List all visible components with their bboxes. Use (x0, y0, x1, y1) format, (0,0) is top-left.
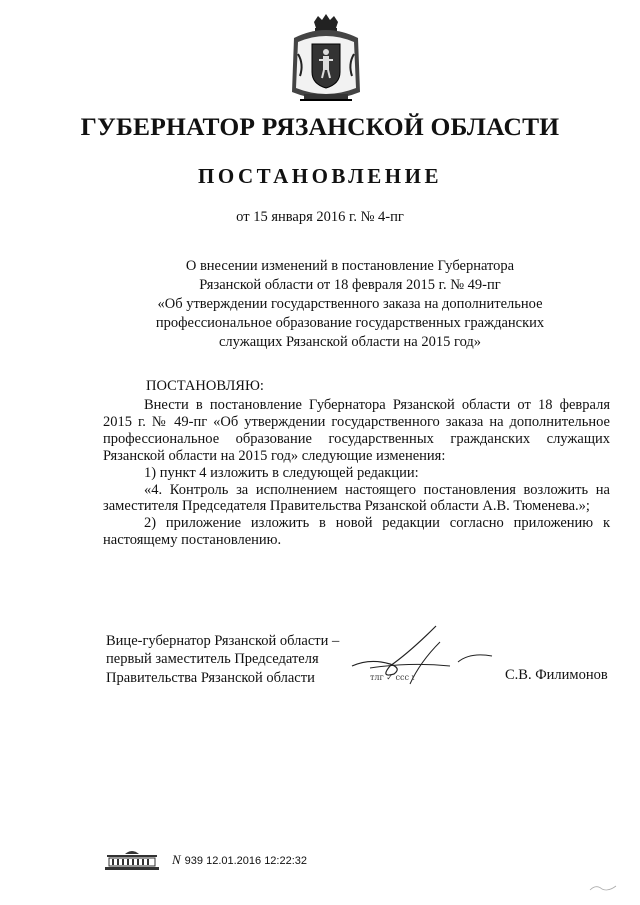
item-1: 1) пункт 4 изложить в следующей редакции: (144, 464, 419, 481)
subject-line: «Об утверждении государственного заказа на дополнительное (157, 296, 543, 312)
coat-of-arms-icon (286, 14, 366, 106)
subject-line: профессиональное образование государственных гражданских (155, 315, 545, 331)
svg-text:тлг ✓ ссс ι: тлг ✓ ссс ι (370, 673, 415, 682)
document-body (103, 397, 610, 549)
subject-line: Рязанской области от 18 февраля 2015 г. № 49-пг (199, 277, 501, 293)
position-line: первый заместитель Председателя (106, 651, 319, 668)
document-subject (120, 257, 580, 352)
handwritten-signature (350, 622, 500, 692)
authority-title: ГУБЕРНАТОР РЯЗАНСКОЙ ОБЛАСТИ (80, 112, 560, 141)
signatory-position (106, 632, 339, 687)
building-stamp-icon (103, 848, 161, 872)
document-date-number: от 15 января 2016 г. № 4-пг (236, 209, 404, 225)
registration-text: 939 12.01.2016 12:22:32 (184, 855, 308, 867)
reg-symbol: N (172, 852, 181, 867)
document-type: ПОСТАНОВЛЕНИЕ (198, 164, 442, 188)
decree-word: ПОСТАНОВЛЯЮ: (146, 378, 264, 394)
item-2: 2) приложение изложить в новой редакции согласно приложению к настоящему постановлению. (103, 515, 610, 549)
subject-line: служащих Рязанской области на 2015 год» (218, 334, 482, 350)
position-line: Вице-губернатор Рязанской области – (106, 633, 340, 649)
intro-paragraph: Внести в постановление Губернатора Рязанской области от 18 февраля 2015 г. № 49-пг «Об утверждении государственного заказа на дополнительное профессиональное образование государственных гражданских служащих Рязанской области на 2015 год» следующие изменения: (103, 397, 610, 464)
position-line: Правительства Рязанской области (106, 669, 315, 686)
subject-line: О внесении изменений в постановление Губернатора (185, 258, 515, 274)
registration-stamp (172, 852, 307, 868)
signatory-name: С.В. Филимонов (505, 667, 608, 683)
scan-mark (588, 880, 618, 894)
item-1-text: «4. Контроль за исполнением настоящего постановления возложить на заместителя Председателя Правительства Рязанской области А.В. Тюменева.»; (103, 481, 610, 515)
